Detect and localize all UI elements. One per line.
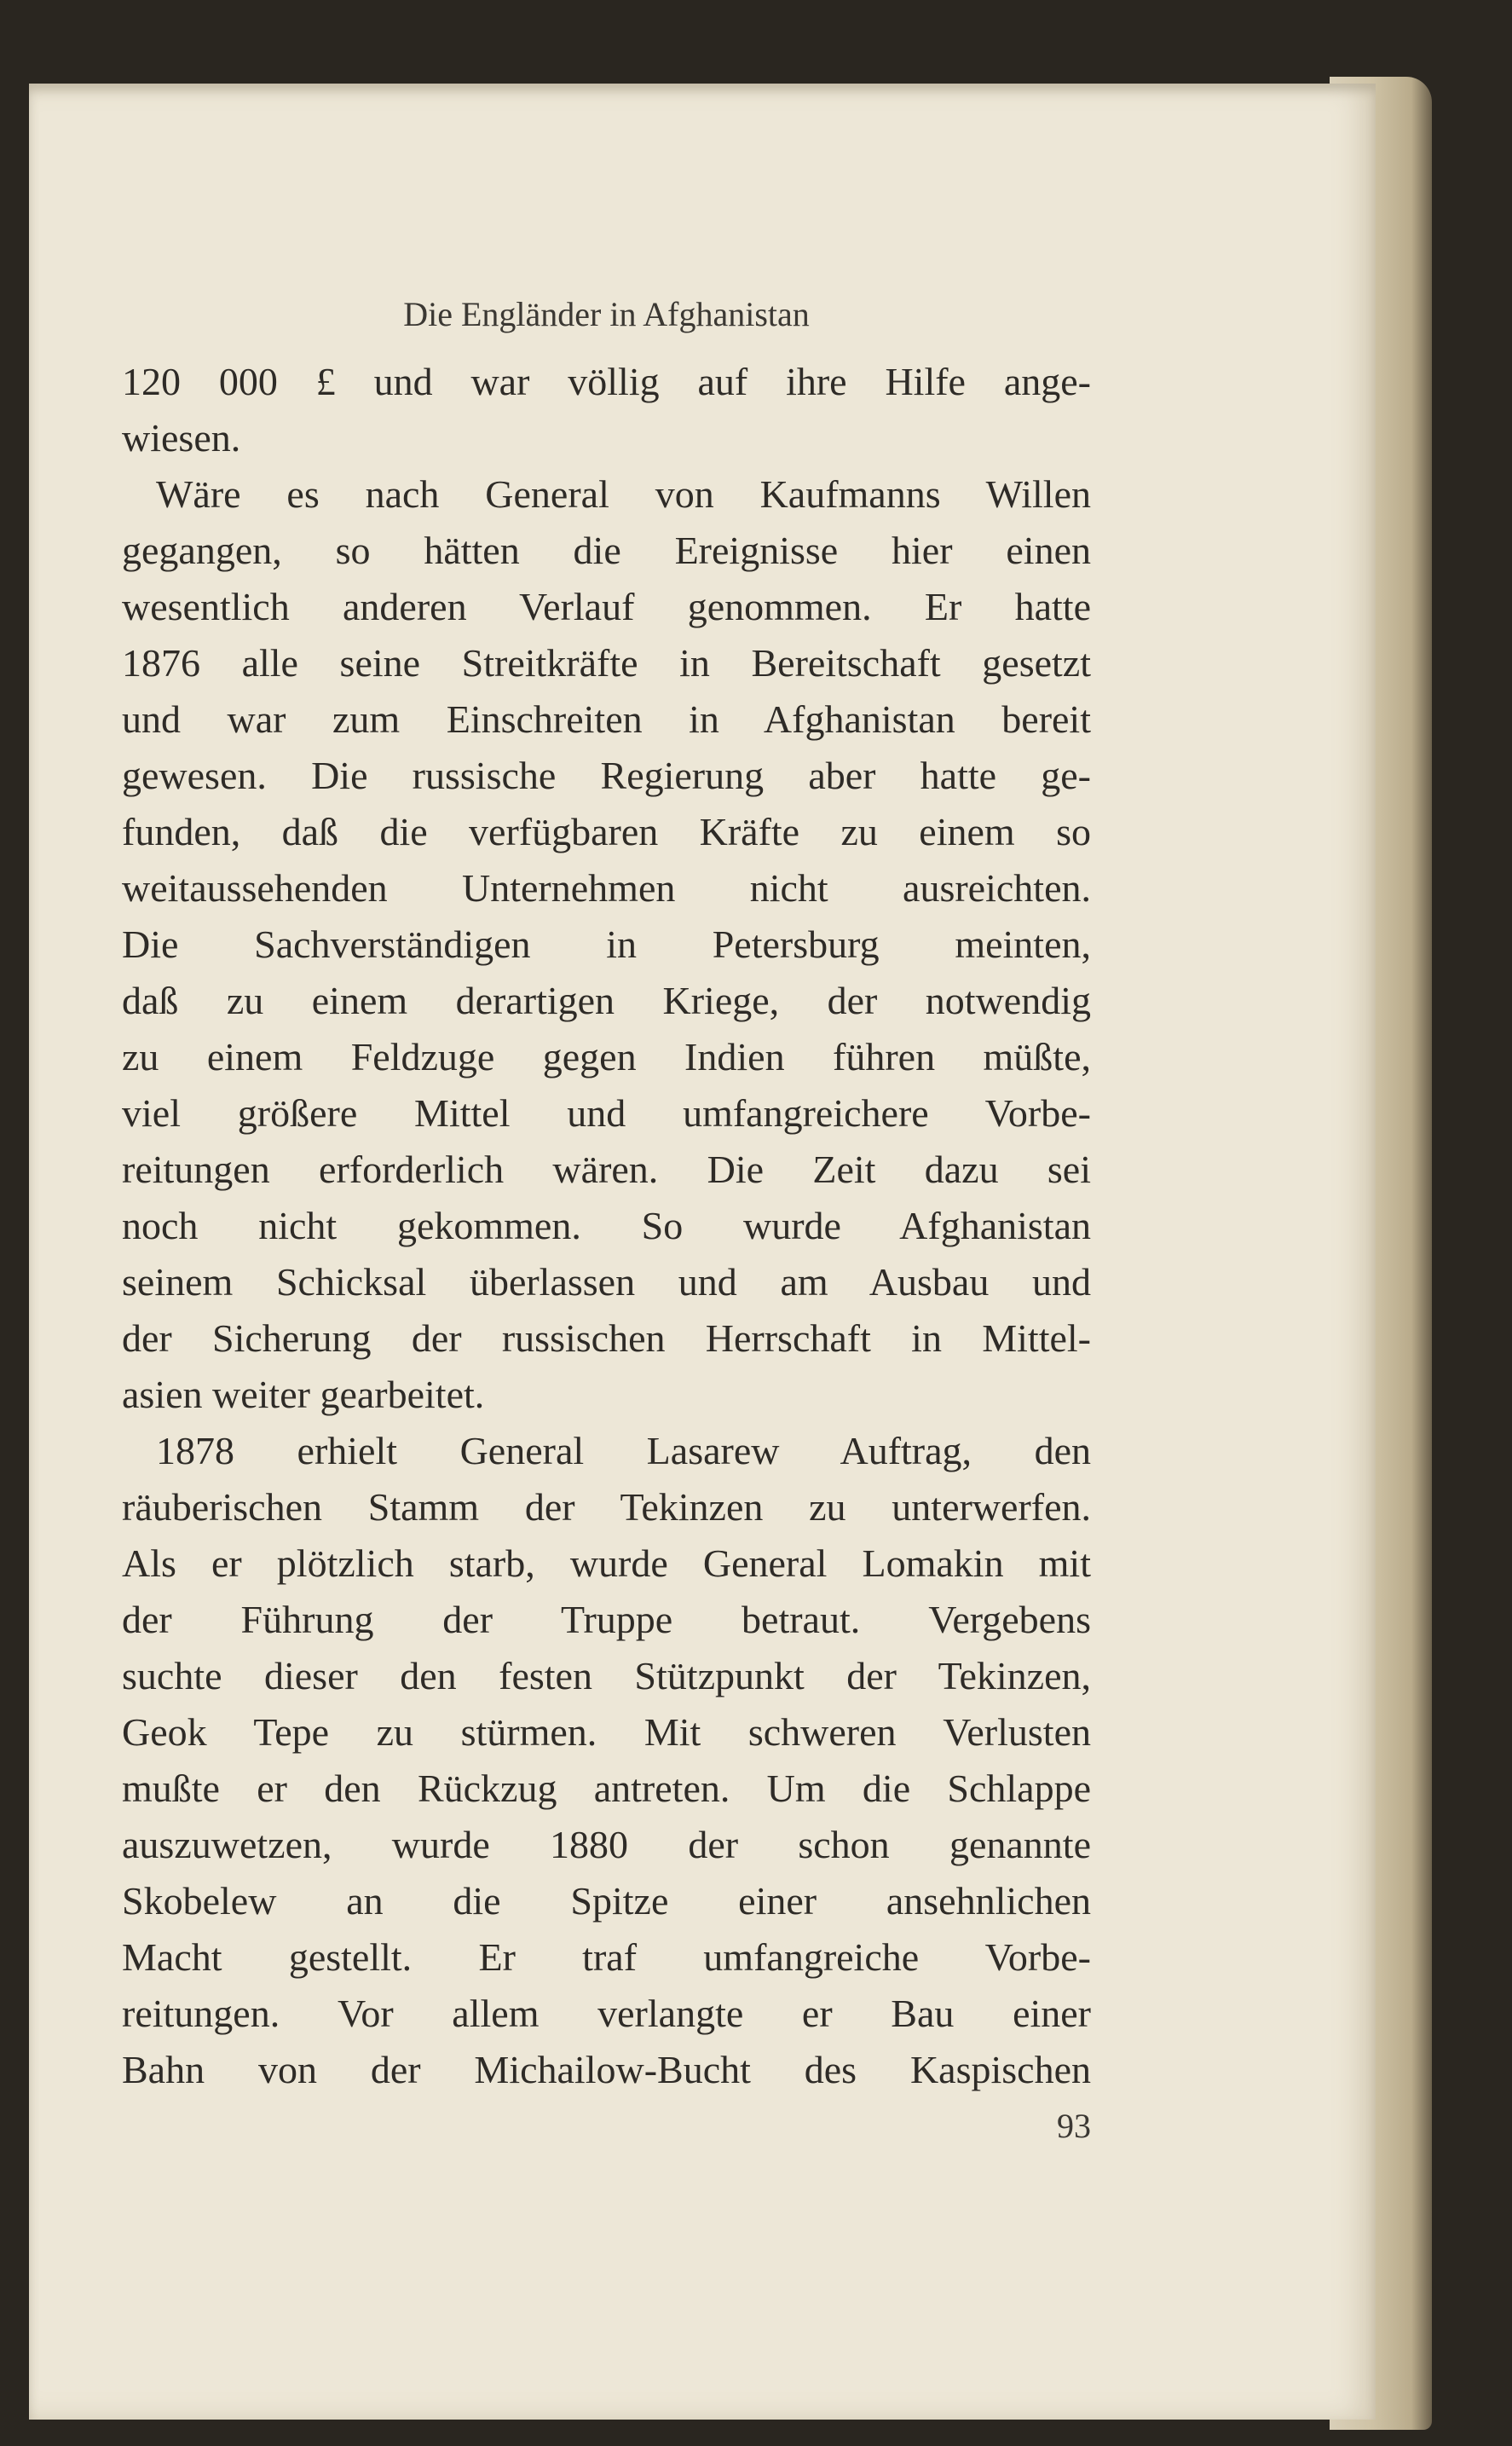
text-line: Als er plötzlich starb, wurde General Lomakin mit (122, 1541, 1091, 1585)
text-line: wiesen. (122, 416, 241, 460)
text-line: Die Sachverständigen in Petersburg meinten, (122, 922, 1091, 966)
text-line: 1876 alle seine Streitkräfte in Bereitschaft gesetzt (122, 641, 1091, 685)
text-line: und war zum Einschreiten in Afghanistan bereit (122, 697, 1091, 741)
text-line: Geok Tepe zu stürmen. Mit schweren Verlusten (122, 1710, 1091, 1754)
text-line: funden, daß die verfügbaren Kräfte zu einem so (122, 810, 1091, 853)
text-line: reitungen. Vor allem verlangte er Bau einer (122, 1992, 1091, 2035)
text-line: asien weiter gearbeitet. (122, 1373, 485, 1416)
text-line: gewesen. Die russische Regierung aber hatte ge- (122, 754, 1091, 797)
text-line: Bahn von der Michailow-Bucht des Kaspischen (122, 2048, 1091, 2091)
text-line: Macht gestellt. Er traf umfangreiche Vorbe- (122, 1935, 1091, 1979)
text-line: gegangen, so hätten die Ereignisse hier einen (122, 529, 1091, 572)
text-line: viel größere Mittel und umfangreichere Vorbe- (122, 1091, 1091, 1135)
body-text (122, 354, 1091, 2098)
text-line: 120 000 £ und war völlig auf ihre Hilfe ange- (122, 360, 1091, 403)
text-line: seinem Schicksal überlassen und am Ausbau und (122, 1260, 1091, 1304)
text-line: daß zu einem derartigen Kriege, der notwendig (122, 979, 1091, 1022)
text-line: der Führung der Truppe betraut. Vergebens (122, 1598, 1091, 1641)
text-line: reitungen erforderlich wären. Die Zeit dazu sei (122, 1148, 1091, 1191)
text-line: noch nicht gekommen. So wurde Afghanistan (122, 1204, 1091, 1247)
text-line: suchte dieser den festen Stützpunkt der Tekinzen, (122, 1654, 1091, 1697)
text-line: Skobelew an die Spitze einer ansehnlichen (122, 1879, 1091, 1923)
text-line: weitaussehenden Unternehmen nicht ausreichten. (122, 866, 1091, 910)
text-line: auszuwetzen, wurde 1880 der schon genannte (122, 1823, 1091, 1866)
text-line: mußte er den Rückzug antreten. Um die Schlappe (122, 1767, 1091, 1810)
running-head: Die Engländer in Afghanistan (403, 295, 810, 333)
text-line: Wäre es nach General von Kaufmanns Willen (156, 472, 1091, 516)
page-number: 93 (1057, 2107, 1091, 2145)
text-line: 1878 erhielt General Lasarew Auftrag, den (156, 1429, 1091, 1472)
text-line: zu einem Feldzuge gegen Indien führen müßte, (122, 1035, 1091, 1078)
text-line: räuberischen Stamm der Tekinzen zu unterwerfen. (122, 1485, 1091, 1529)
text-line: der Sicherung der russischen Herrschaft in Mittel- (122, 1316, 1091, 1360)
text-line: wesentlich anderen Verlauf genommen. Er hatte (122, 585, 1091, 628)
